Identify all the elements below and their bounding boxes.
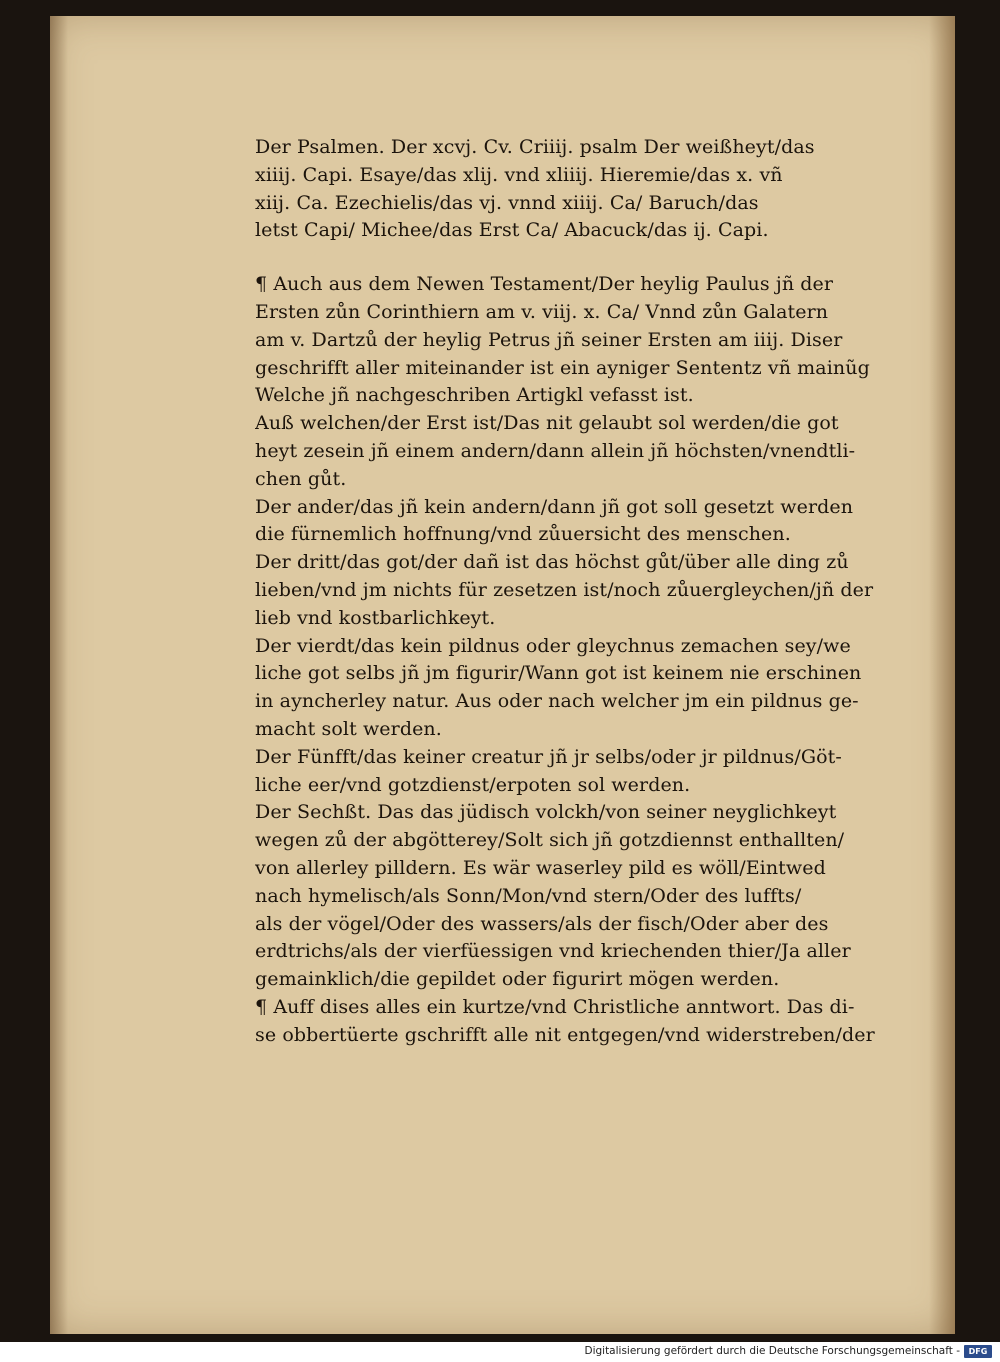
text-line: wegen zů der abgötterey/Solt sich jñ gotzdiennst enthallten/ (255, 829, 845, 852)
paragraph (255, 633, 945, 744)
text-line: ¶ Auff dises alles ein kurtze/vnd Christliche anntwort. Das di- (255, 995, 855, 1018)
text-line: Der Sechßt. Das das jüdisch volckh/von seiner neyglichkeyt (255, 801, 837, 824)
book-page (50, 16, 955, 1334)
page-shadow-left (50, 16, 68, 1334)
text-line: als der vögel/Oder des wassers/als der fisch/Oder aber des (255, 912, 829, 935)
dfg-logo: DFG (964, 1345, 992, 1358)
paragraph (255, 799, 945, 994)
text-line: von allerley pilldern. Es wär waserley pild es wöll/Eintwed (255, 856, 826, 879)
text-line: die fürnemlich hoffnung/vnd zůuersicht des menschen. (255, 523, 791, 546)
text-line: ¶ Auch aus dem Newen Testament/Der heylig Paulus jñ der (255, 273, 834, 296)
text-line: in ayncherley natur. Aus oder nach welcher jm ein pildnus ge- (255, 690, 859, 713)
text-line: letst Capi/ Michee/das Erst Ca/ Abacuck/das ij. Capi. (255, 219, 769, 242)
text-line: chen gůt. (255, 467, 347, 490)
paragraph (255, 549, 945, 632)
text-line: erdtrichs/als der vierfüessigen vnd kriechenden thier/Ja aller (255, 940, 851, 963)
text-line: Der dritt/das got/der dañ ist das höchst gůt/über alle ding zů (255, 551, 849, 574)
page-text-block (255, 134, 945, 1050)
footer-bar (0, 1342, 1000, 1362)
text-line: nach hymelisch/als Sonn/Mon/vnd stern/Oder des luffts/ (255, 884, 802, 907)
paragraph (255, 994, 945, 1050)
text-line: lieben/vnd jm nichts für zesetzen ist/noch zůuergleychen/jñ der (255, 578, 874, 601)
paragraph (255, 744, 945, 800)
text-line: Der vierdt/das kein pildnus oder gleychnus zemachen sey/we (255, 634, 851, 657)
paragraph (255, 134, 945, 245)
paragraph (255, 410, 945, 493)
paragraph (255, 271, 945, 410)
text-line: lieb vnd kostbarlichkeyt. (255, 606, 496, 629)
text-line: liche got selbs jñ jm figurir/Wann got ist keinem nie erschinen (255, 662, 862, 685)
text-line: Der ander/das jñ kein andern/dann jñ got soll gesetzt werden (255, 495, 854, 518)
digitization-credit: Digitalisierung gefördert durch die Deutsche Forschungsgemeinschaft - (584, 1345, 960, 1357)
text-line: heyt zesein jñ einem andern/dann allein jñ höchsten/vnendtli- (255, 439, 856, 462)
text-line: xiiij. Capi. Esaye/das xlij. vnd xliiij. Hieremie/das x. vñ (255, 163, 783, 186)
text-line: gemainklich/die gepildet oder figurirt mögen werden. (255, 968, 780, 991)
text-line: xiij. Ca. Ezechielis/das vj. vnnd xiiij. Ca/ Baruch/das (255, 191, 759, 214)
text-line: am v. Dartzů der heylig Petrus jñ seiner Ersten am iiij. Diser (255, 328, 843, 351)
text-line: Auß welchen/der Erst ist/Das nit gelaubt sol werden/die got (255, 412, 839, 435)
text-line: Welche jñ nachgeschriben Artigkl vefasst ist. (255, 384, 694, 407)
text-line: Der Psalmen. Der xcvj. Cv. Criiij. psalm Der weißheyt/das (255, 136, 815, 158)
text-line: se obbertüerte gschrifft alle nit entgegen/vnd widerstreben/der (255, 1023, 875, 1046)
text-line: liche eer/vnd gotzdienst/erpoten sol werden. (255, 773, 691, 796)
text-line: Ersten zůn Corinthiern am v. viij. x. Ca/ Vnnd zůn Galatern (255, 300, 829, 323)
text-line: Der Fünfft/das keiner creatur jñ jr selbs/oder jr pildnus/Göt- (255, 745, 842, 768)
text-line: macht solt werden. (255, 717, 442, 740)
paragraph (255, 494, 945, 550)
text-line: geschrifft aller miteinander ist ein ayniger Sententz vñ mainũg (255, 356, 870, 379)
